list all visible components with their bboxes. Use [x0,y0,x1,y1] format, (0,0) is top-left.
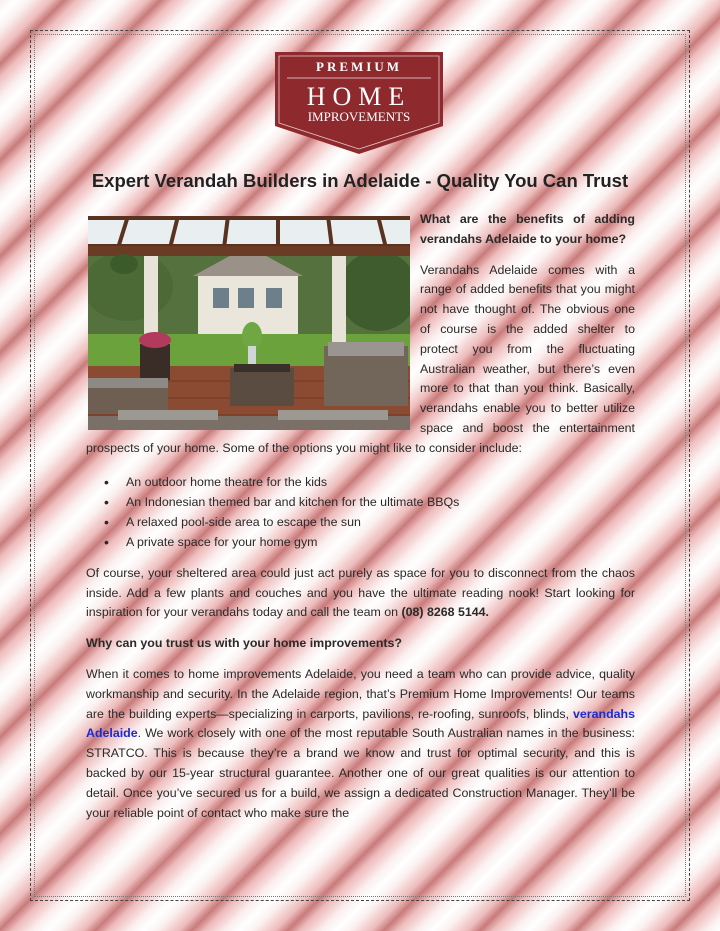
trust-text-before-link: When it comes to home improvements Adelaide, you need a team who can provide advice, quality workmanship and security. In the Adelaide region, that’s Premium Home Improvements! Our teams are the building experts—specializing in carports, pavilions, re-roofing, sunroofs, blinds, [86,666,635,721]
verandahs-adelaide-link[interactable]: verandahs Adelaide [86,706,635,741]
inspiration-text: Of course, your sheltered area could just act purely as space for you to disconnect from the chaos inside. Add a few plants and couches and you have the ultimate reading nook! Start looking for inspiration for your verandahs today and call the team on [86,565,635,620]
trust-paragraph [86,665,635,823]
benefits-question: What are the benefits of adding verandahs Adelaide to your home? [420,212,635,246]
premium-home-improvements-logo [275,52,443,154]
logo-line2: HOME [306,82,412,111]
list-item: • An outdoor home theatre for the kids [126,472,635,492]
phone-number: (08) 8268 5144. [401,605,489,620]
benefits-paragraph: Verandahs Adelaide comes with a range of added benefits that you might not have thought of. The obvious one of course is the added shelter to protect you from the fluctuating Australian weather, but there’s even more to that than you think. Basically, verandahs enable you to better utilize space and boost the entertainment prospects of your home. Some of the options you might like to consider include: [86,262,635,455]
page-title: Expert Verandah Builders in Adelaide - Quality You Can Trust [91,170,629,191]
inspiration-paragraph [86,564,635,623]
article-body [86,210,635,823]
verandah-photo [88,216,410,430]
options-list [86,472,635,553]
logo-line1: PREMIUM [316,59,402,74]
list-item: • A private space for your home gym [126,532,635,552]
list-item: • An Indonesian themed bar and kitchen for the ultimate BBQs [126,492,635,512]
trust-text-after-link: . We work closely with one of the most reputable South Australian names in the business: STRATCO. This is because they’re a brand we know and trust for optimal security, and this is backed by our 15-year structural guarantee. Another one of our great qualities is our attention to detail. Once you’ve secured us for a build, we assign a dedicated Construction Manager. They’ll be your reliable point of contact who make sure the [86,726,635,820]
list-item: • A relaxed pool-side area to escape the sun [126,512,635,532]
logo-line3: IMPROVEMENTS [307,109,411,124]
trust-question: Why can you trust us with your home improvements? [86,636,403,651]
